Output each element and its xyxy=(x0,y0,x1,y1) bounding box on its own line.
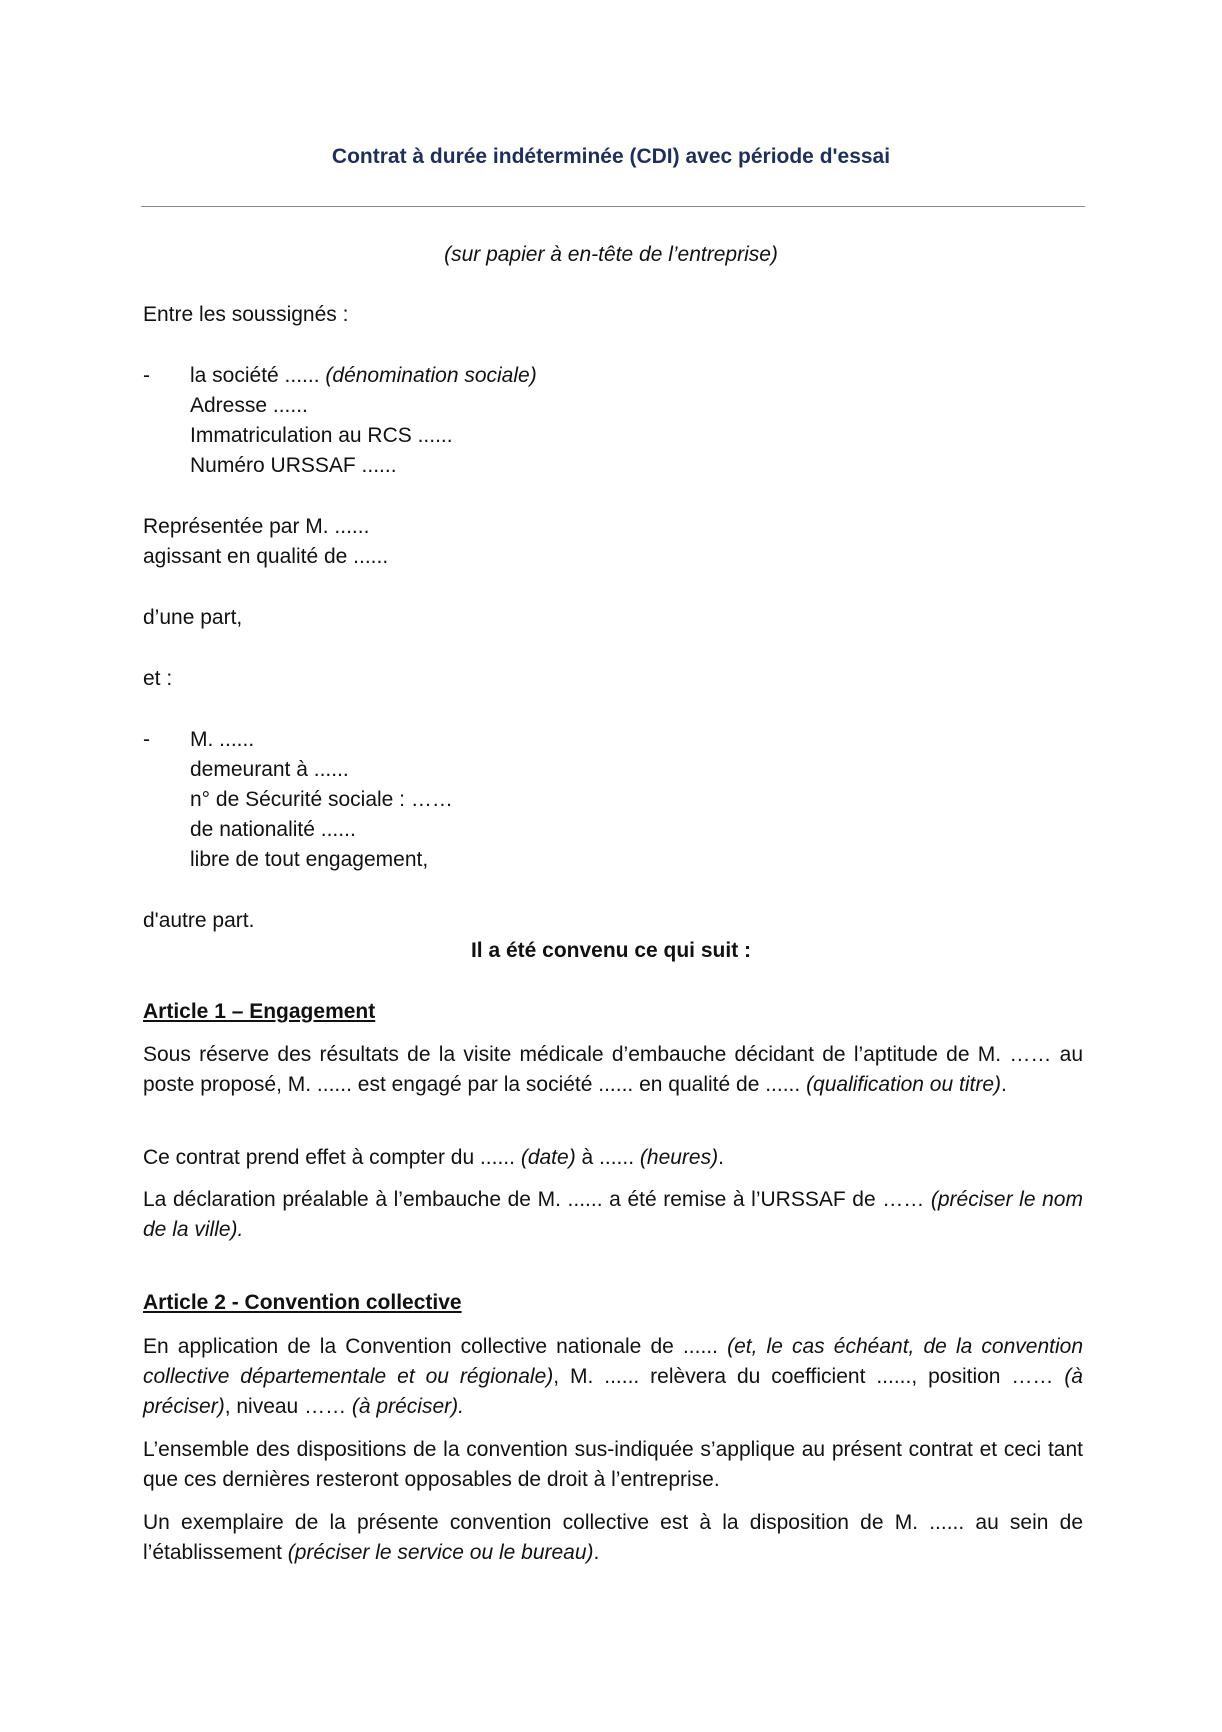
article-1-p2-mid: à ...... xyxy=(575,1146,640,1169)
article-1-paragraph-2 xyxy=(143,1143,1083,1173)
article-1-p1-hint: (qualification ou titre) xyxy=(806,1073,1001,1096)
intro-text: Entre les soussignés : xyxy=(143,303,349,326)
employee-social-security: n° de Sécurité sociale : …… xyxy=(190,788,453,811)
representative-line-2: agissant en qualité de ...... xyxy=(143,545,389,568)
letterhead-note: (sur papier à en-tête de l’entreprise) xyxy=(444,243,778,266)
article-2-paragraph-3 xyxy=(143,1508,1083,1568)
and-label: et : xyxy=(143,667,173,690)
company-name-hint: (dénomination sociale) xyxy=(325,364,537,387)
article-1-p1-end: . xyxy=(1001,1073,1007,1096)
article-1-paragraph-3 xyxy=(143,1185,1083,1245)
employee-residence: demeurant à ...... xyxy=(190,758,349,781)
article-2-p1-level: , niveau …… xyxy=(224,1395,352,1418)
company-rcs: Immatriculation au RCS ...... xyxy=(190,424,453,447)
employee-free: libre de tout engagement, xyxy=(190,848,429,871)
article-2-heading: Article 2 - Convention collective xyxy=(143,1291,462,1314)
company-dash: - xyxy=(143,364,150,387)
article-2-paragraph-1 xyxy=(143,1332,1083,1422)
article-2-p1-position-hint: (à préciser) xyxy=(143,1365,1083,1418)
article-2-p1-level-hint: (à préciser). xyxy=(351,1395,464,1418)
employee-dash: - xyxy=(143,728,150,751)
article-2-paragraph-2: L’ensemble des dispositions de la convention sus-indiquée s’applique au présent contrat et ceci tant que ces dernières resteront opposables de droit à l’entreprise. xyxy=(143,1438,1083,1491)
agreement-heading: Il a été convenu ce qui suit : xyxy=(470,939,752,962)
company-address: Adresse ...... xyxy=(190,394,308,417)
representative-line-1: Représentée par M. ...... xyxy=(143,515,370,538)
first-party-label: d’une part, xyxy=(143,606,243,629)
article-1-p1-text: Sous réserve des résultats de la visite médicale d’embauche décidant de l’aptitude de M. …… au poste proposé, M. ...... est engagé par la société ...... en qualité de ...... xyxy=(143,1043,1083,1096)
article-1-paragraph-1 xyxy=(143,1040,1083,1100)
second-party-label: d'autre part. xyxy=(143,909,255,932)
article-1-p3-hint: (préciser le nom de la ville). xyxy=(143,1188,1083,1241)
article-1-heading: Article 1 – Engagement xyxy=(143,1000,376,1023)
title-divider xyxy=(141,206,1085,207)
company-name-line xyxy=(190,361,537,391)
article-1-p2-end: . xyxy=(718,1146,724,1169)
article-1-p2-date-hint: (date) xyxy=(520,1146,576,1169)
article-2-p1-hint: (et, le cas échéant, de la convention collective départementale et ou régionale) xyxy=(143,1335,1083,1388)
article-1-p3-text: La déclaration préalable à l’embauche de M. ...... a été remise à l’URSSAF de …… xyxy=(143,1188,931,1211)
article-2-p1-mid: , M. ...... relèvera du coefficient ......, position …… xyxy=(553,1365,1065,1388)
article-2-p3-hint: (préciser le service ou le bureau) xyxy=(287,1541,594,1564)
employee-name: M. ...... xyxy=(190,728,255,751)
article-2-p1-text: En application de la Convention collective nationale de ...... xyxy=(143,1335,728,1358)
article-2-p3-end: . xyxy=(593,1541,600,1564)
article-1-p2-hours-hint: (heures) xyxy=(639,1146,719,1169)
article-2-p3-text: Un exemplaire de la présente convention collective est à la disposition de M. ...... au sein de l’établissement xyxy=(143,1511,1083,1564)
employee-nationality: de nationalité ...... xyxy=(190,818,356,841)
article-1-p2-text: Ce contrat prend effet à compter du ...... xyxy=(143,1146,521,1169)
company-urssaf: Numéro URSSAF ...... xyxy=(190,454,397,477)
document-title: Contrat à durée indéterminée (CDI) avec période d'essai xyxy=(331,145,891,168)
company-name-prefix: la société ...... xyxy=(190,364,326,387)
